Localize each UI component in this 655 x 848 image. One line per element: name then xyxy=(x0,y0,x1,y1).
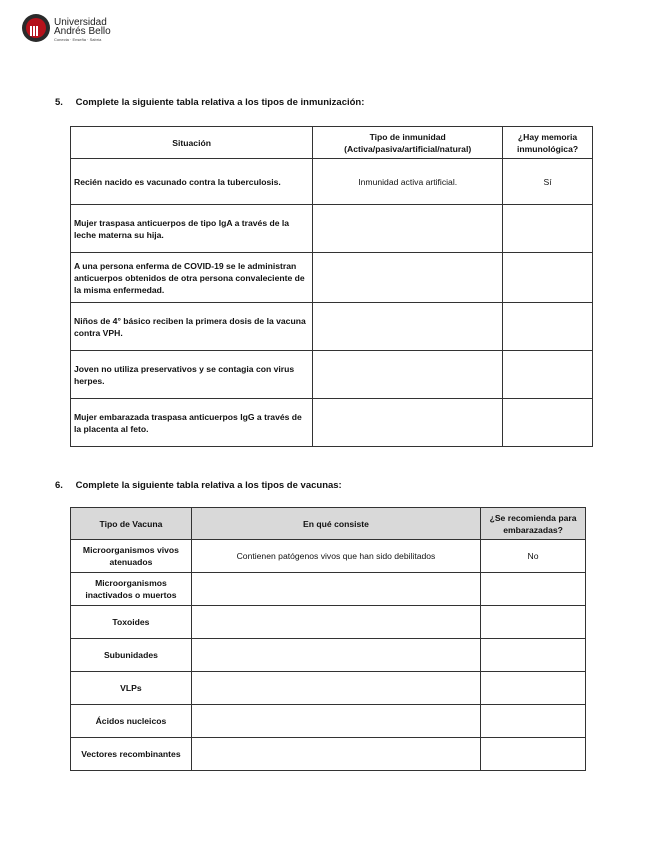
tipo-cell[interactable] xyxy=(313,303,503,351)
table-row xyxy=(71,253,593,303)
embarazadas-cell[interactable] xyxy=(481,639,586,672)
tipo-vacuna-cell: Microorganismos inactivados o muertos xyxy=(71,573,192,606)
embarazadas-cell[interactable] xyxy=(481,738,586,771)
table-row xyxy=(71,303,593,351)
memoria-cell[interactable] xyxy=(503,303,593,351)
tipo-vacuna-cell: VLPs xyxy=(71,672,192,705)
memoria-cell[interactable] xyxy=(503,351,593,399)
tipo-vacuna-cell: Vectores recombinantes xyxy=(71,738,192,771)
question-6 xyxy=(55,480,342,491)
situacion-cell: Mujer embarazada traspasa anticuerpos IgG a través de la placenta al feto. xyxy=(71,399,313,447)
immunization-table xyxy=(70,126,593,447)
header-memoria: ¿Hay memoria inmunológica? xyxy=(503,127,593,159)
university-shield-icon xyxy=(22,14,50,42)
consiste-cell[interactable]: Contienen patógenos vivos que han sido debilitados xyxy=(191,540,480,573)
consiste-cell[interactable] xyxy=(191,672,480,705)
tipo-cell[interactable]: Inmunidad activa artificial. xyxy=(313,159,503,205)
situacion-cell: Recién nacido es vacunado contra la tuberculosis. xyxy=(71,159,313,205)
logo-line1: Universidad xyxy=(54,17,107,28)
vaccine-table xyxy=(70,507,586,771)
table-row xyxy=(71,159,593,205)
embarazadas-cell[interactable] xyxy=(481,573,586,606)
embarazadas-cell[interactable]: No xyxy=(481,540,586,573)
question-5 xyxy=(55,97,364,108)
question-5-number: 5. xyxy=(55,97,63,108)
situacion-cell: Joven no utiliza preservativos y se contagia con virus herpes. xyxy=(71,351,313,399)
table-row xyxy=(71,672,586,705)
header-tipo-vacuna: Tipo de Vacuna xyxy=(71,508,192,540)
embarazadas-cell[interactable] xyxy=(481,672,586,705)
consiste-cell[interactable] xyxy=(191,606,480,639)
table-row xyxy=(71,573,586,606)
memoria-cell[interactable] xyxy=(503,399,593,447)
tipo-vacuna-cell: Ácidos nucleicos xyxy=(71,705,192,738)
table-header-row xyxy=(71,508,586,540)
table-row xyxy=(71,399,593,447)
logo-line2: Andrés Bello xyxy=(54,26,111,37)
tipo-vacuna-cell: Toxoides xyxy=(71,606,192,639)
embarazadas-cell[interactable] xyxy=(481,606,586,639)
tipo-cell[interactable] xyxy=(313,253,503,303)
header-situacion: Situación xyxy=(71,127,313,159)
table-header-row xyxy=(71,127,593,159)
table-row xyxy=(71,205,593,253)
table-row xyxy=(71,606,586,639)
memoria-cell[interactable] xyxy=(503,253,593,303)
table-row xyxy=(71,639,586,672)
table-row xyxy=(71,351,593,399)
memoria-cell[interactable] xyxy=(503,205,593,253)
situacion-cell: Mujer traspasa anticuerpos de tipo IgA a través de la leche materna su hija. xyxy=(71,205,313,253)
header-embarazadas: ¿Se recomienda para embarazadas? xyxy=(481,508,586,540)
tipo-cell[interactable] xyxy=(313,399,503,447)
consiste-cell[interactable] xyxy=(191,738,480,771)
tipo-cell[interactable] xyxy=(313,351,503,399)
table-row xyxy=(71,540,586,573)
header-en-que-consiste: En qué consiste xyxy=(191,508,480,540)
logo-tagline: Conecta · Enseña · Sabría xyxy=(54,37,102,42)
tipo-cell[interactable] xyxy=(313,205,503,253)
memoria-cell[interactable]: Sí xyxy=(503,159,593,205)
situacion-cell: Niños de 4° básico reciben la primera dosis de la vacuna contra VPH. xyxy=(71,303,313,351)
tipo-vacuna-cell: Microorganismos vivos atenuados xyxy=(71,540,192,573)
situacion-cell: A una persona enferma de COVID-19 se le administran anticuerpos obtenidos de otra persona convaleciente de la misma enfermedad. xyxy=(71,253,313,303)
header-tipo-inmunidad: Tipo de inmunidad (Activa/pasiva/artificial/natural) xyxy=(313,127,503,159)
table-row xyxy=(71,738,586,771)
tipo-vacuna-cell: Subunidades xyxy=(71,639,192,672)
university-logo xyxy=(22,14,152,50)
question-6-number: 6. xyxy=(55,480,63,491)
question-5-text: Complete la siguiente tabla relativa a los tipos de inmunización: xyxy=(75,97,365,108)
consiste-cell[interactable] xyxy=(191,639,480,672)
consiste-cell[interactable] xyxy=(191,573,480,606)
question-6-text: Complete la siguiente tabla relativa a los tipos de vacunas: xyxy=(75,480,342,491)
consiste-cell[interactable] xyxy=(191,705,480,738)
table-row xyxy=(71,705,586,738)
embarazadas-cell[interactable] xyxy=(481,705,586,738)
